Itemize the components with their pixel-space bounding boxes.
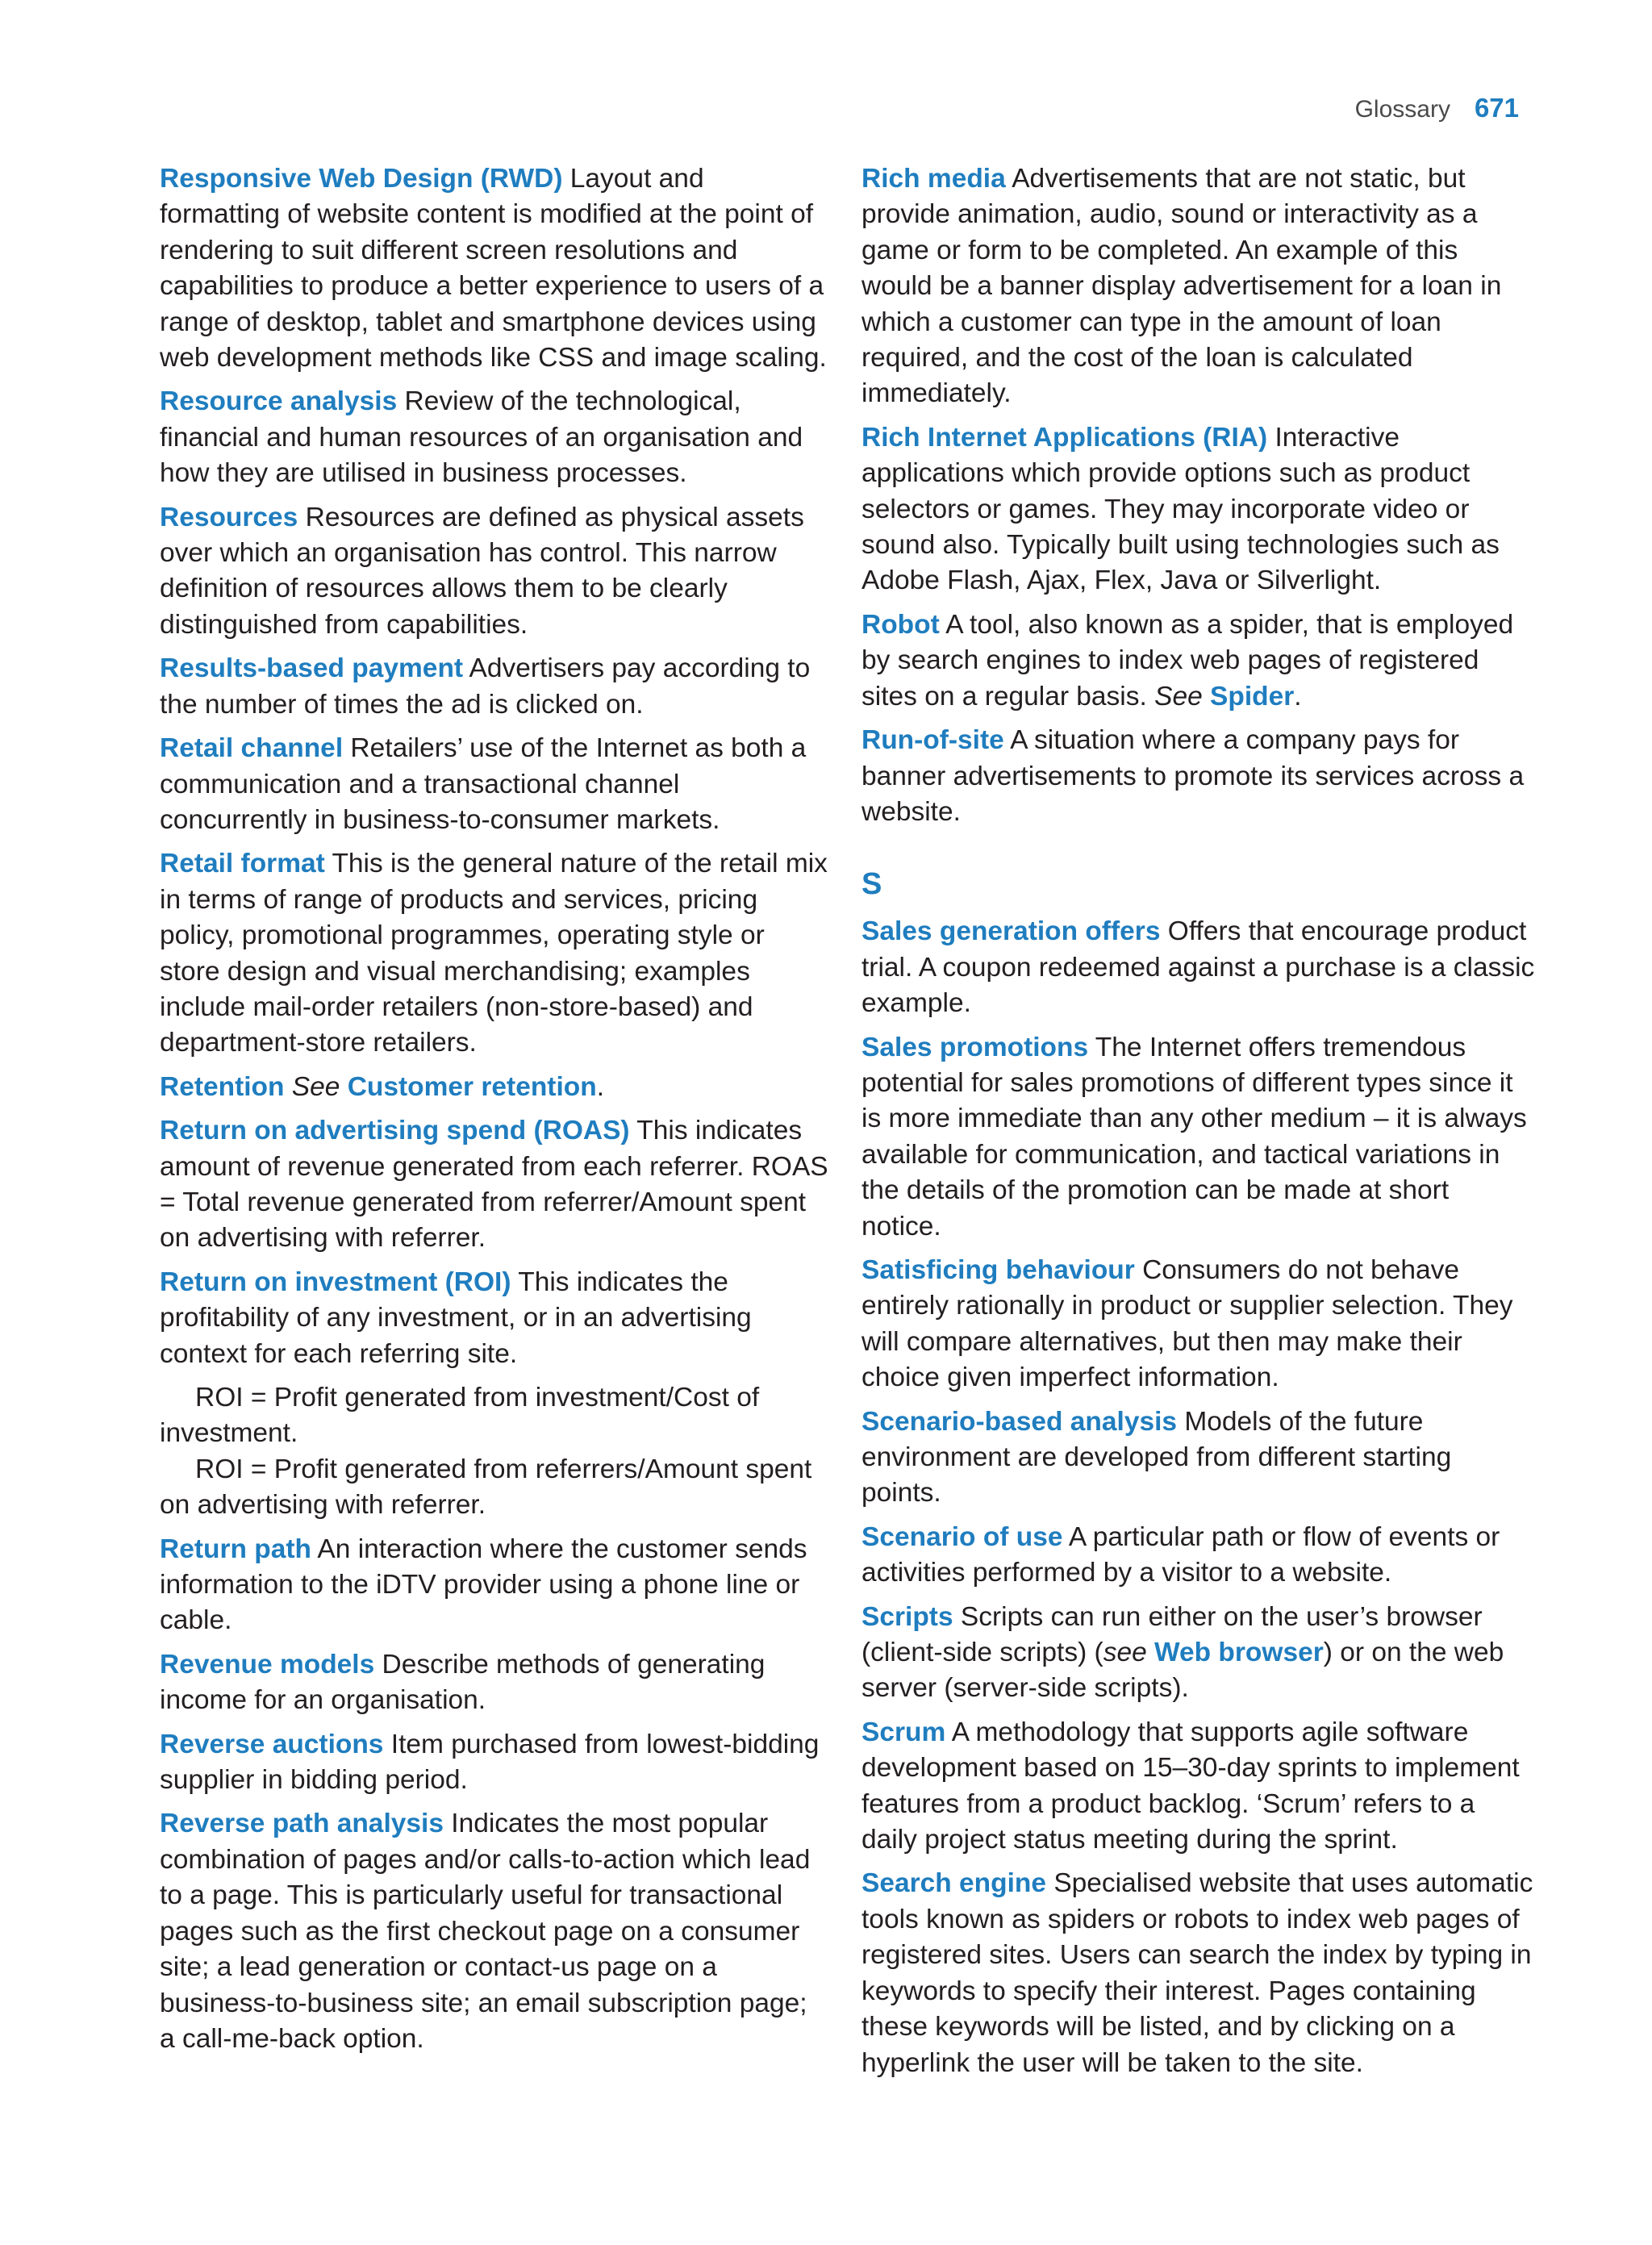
glossary-term: Scenario of use xyxy=(861,1521,1063,1552)
glossary-entry xyxy=(861,420,1535,599)
glossary-term: Return on advertising spend (ROAS) xyxy=(160,1116,630,1146)
glossary-term: Search engine xyxy=(861,1868,1047,1899)
glossary-entry xyxy=(160,651,829,723)
glossary-term: Scenario-based analysis xyxy=(861,1406,1178,1437)
glossary-definition: Retailers’ use of the Internet as both a communication and a transactional channel concurrently in business-to-consumer markets. xyxy=(160,733,807,835)
glossary-entry xyxy=(160,1647,829,1719)
cross-reference-link[interactable]: Customer retention xyxy=(347,1071,597,1102)
glossary-entry xyxy=(160,1265,829,1372)
glossary-definition: Interactive applications which provide options such as product selectors or games. They may incorporate video or sound also. Typically built using technologies such as Adobe Flash, Ajax, Flex, Java or Silverlight. xyxy=(861,422,1500,596)
glossary-entry xyxy=(160,1070,829,1105)
glossary-definition: . xyxy=(1294,681,1302,711)
roi-formula: ROI = Profit generated from investment/Cost of investment. xyxy=(160,1383,760,1449)
glossary-term: Run-of-site xyxy=(861,725,1004,756)
glossary-definition: A particular path or flow of events or activities performed by a visitor to a website. xyxy=(861,1521,1500,1588)
glossary-entry xyxy=(160,731,829,838)
cross-reference-link[interactable]: Web browser xyxy=(1154,1638,1324,1668)
see-reference-label: See xyxy=(291,1071,340,1102)
glossary-definition: Offers that encourage product trial. A coupon redeemed against a purchase is a classic example. xyxy=(861,916,1535,1019)
glossary-definition: Advertisements that are not static, but provide animation, audio, sound or interactivity as a game or form to be completed. An example of this would be a banner display advertisement for a loan in which a customer can type in the amount of loan required, and the cost of the loan is calculated immediately. xyxy=(861,164,1502,409)
glossary-entry xyxy=(861,607,1535,715)
glossary-definition: The Internet offers tremendous potential for sales promotions of different types since it is more immediate than any other medium – it is always available for communication, and tactical variations in the details of the promotion can be made at short notice. xyxy=(861,1032,1527,1241)
glossary-definition: Indicates the most popular combination of pages and/or calls-to-action which lead to a page. This is particularly useful for transactional pages such as the first checkout page on a consumer site; a lead generation or contact-us page on a business-to-business site; an email subscription page; a call-me-back option. xyxy=(160,1809,811,2054)
glossary-entry xyxy=(160,846,829,1061)
section-letter-heading: S xyxy=(861,867,882,902)
glossary-definition: Describe methods of generating income for an organisation. xyxy=(160,1649,766,1716)
glossary-definition: Consumers do not behave entirely rationally in product or supplier selection. They will compare alternatives, but then may make their choice given imperfect information. xyxy=(861,1254,1513,1393)
glossary-definition: This indicates the profitability of any investment, or in an advertising context for each referring site. xyxy=(160,1266,752,1369)
glossary-term: Rich media xyxy=(861,164,1006,194)
glossary-definition: ) or on the web server (server-side scripts). xyxy=(861,1638,1504,1704)
page-number: 671 xyxy=(1474,93,1519,123)
glossary-entry xyxy=(160,1806,829,2057)
glossary-entry xyxy=(861,1404,1535,1512)
glossary-term: Results-based payment xyxy=(160,653,464,684)
glossary-term: Satisficing behaviour xyxy=(861,1254,1135,1285)
glossary-entry xyxy=(861,1715,1535,1859)
glossary-definition: This is the general nature of the retail mix in terms of range of products and services, pricing policy, promotional programmes, operating style or store design and visual merchandising; examples include mail-order retailers (non-store-based) and department-store retailers. xyxy=(160,849,828,1058)
glossary-term: Return on investment (ROI) xyxy=(160,1266,511,1297)
glossary-entry xyxy=(861,1866,1535,2080)
glossary-term: Resources xyxy=(160,502,298,532)
glossary-entry xyxy=(861,1030,1535,1245)
glossary-term: Return path xyxy=(160,1534,311,1564)
glossary-term: Scripts xyxy=(861,1601,953,1632)
see-reference-label: see xyxy=(1103,1638,1147,1668)
glossary-term: Retention xyxy=(160,1071,285,1102)
glossary-term: Sales generation offers xyxy=(861,916,1161,947)
glossary-term: Scrum xyxy=(861,1717,946,1747)
glossary-entry xyxy=(861,1253,1535,1396)
glossary-definition: An interaction where the customer sends information to the iDTV provider using a phone line or cable. xyxy=(160,1534,807,1636)
glossary-definition: Scripts can run either on the user’s browser (client-side scripts) ( xyxy=(861,1601,1483,1668)
glossary-definition: Specialised website that uses automatic tools known as spiders or robots to index web pages of registered sites. Users can search the index by typing in keywords to specify their interest. Pages containing these keywords will be listed, and by clicking on a hyperlink the user will be taken to the site. xyxy=(861,1868,1533,2078)
glossary-term: Reverse path analysis xyxy=(160,1809,444,1839)
glossary-entry xyxy=(160,1113,829,1257)
glossary-definition: Layout and formatting of website content is modified at the point of rendering to suit different screen resolutions and capabilities to produce a better experience to users of a range of desktop, tablet and smartphone devices using web development methods like CSS and image scaling. xyxy=(160,164,827,373)
glossary-definition: . xyxy=(596,1071,604,1102)
glossary-entry xyxy=(160,1727,829,1799)
glossary-term: Rich Internet Applications (RIA) xyxy=(861,422,1268,453)
glossary-right-column xyxy=(861,161,1535,2089)
glossary-definition: Resources are defined as physical assets over which an organisation has control. This narrow definition of resources allows them to be clearly distinguished from capabilities. xyxy=(160,502,804,640)
glossary-term: Revenue models xyxy=(160,1649,375,1680)
glossary-entry xyxy=(160,384,829,491)
glossary-term: Sales promotions xyxy=(861,1032,1089,1062)
glossary-entry xyxy=(861,1520,1535,1592)
glossary-term: Responsive Web Design (RWD) xyxy=(160,164,563,194)
glossary-term: Robot xyxy=(861,609,940,640)
running-head xyxy=(1355,92,1519,126)
glossary-term: Resource analysis xyxy=(160,386,398,417)
see-reference-label: See xyxy=(1154,681,1203,711)
glossary-entry xyxy=(861,161,1535,412)
glossary-entry xyxy=(160,500,829,644)
glossary-definition: A situation where a company pays for banner advertisements to promote its services across a website. xyxy=(861,725,1525,827)
glossary-term: Reverse auctions xyxy=(160,1729,384,1759)
glossary-entry xyxy=(861,723,1535,830)
glossary-definition: Review of the technological, financial and human resources of an organisation and how they are utilised in business processes. xyxy=(160,386,803,489)
glossary-term: Retail format xyxy=(160,849,325,879)
glossary-entry xyxy=(861,914,1535,1021)
glossary-entry xyxy=(160,161,829,376)
glossary-definition: Item purchased from lowest-bidding supplier in bidding period. xyxy=(160,1729,820,1796)
glossary-definition: Models of the future environment are developed from different starting points. xyxy=(861,1406,1452,1508)
glossary-entry xyxy=(861,1600,1535,1707)
glossary-definition: Advertisers pay according to the number of times the ad is clicked on. xyxy=(160,653,811,720)
glossary-definition: This indicates amount of revenue generated from each referrer. ROAS = Total revenue generated from referrer/Amount spent on advertising with referrer. xyxy=(160,1116,828,1254)
glossary-definition: A methodology that supports agile software development based on 15–30-day sprints to implement features from a product backlog. ‘Scrum’ refers to a daily project status meeting during the sprint. xyxy=(861,1717,1520,1855)
glossary-left-column xyxy=(160,161,829,2065)
glossary-definition: A tool, also known as a spider, that is employed by search engines to index web pages of registered sites on a regular basis. xyxy=(861,609,1514,711)
running-head-label: Glossary xyxy=(1354,96,1450,123)
glossary-term: Retail channel xyxy=(160,733,344,764)
roi-formula: ROI = Profit generated from referrers/Amount spent on advertising with referrer. xyxy=(160,1454,812,1521)
cross-reference-link[interactable]: Spider xyxy=(1210,681,1295,711)
glossary-entry xyxy=(160,1532,829,1639)
